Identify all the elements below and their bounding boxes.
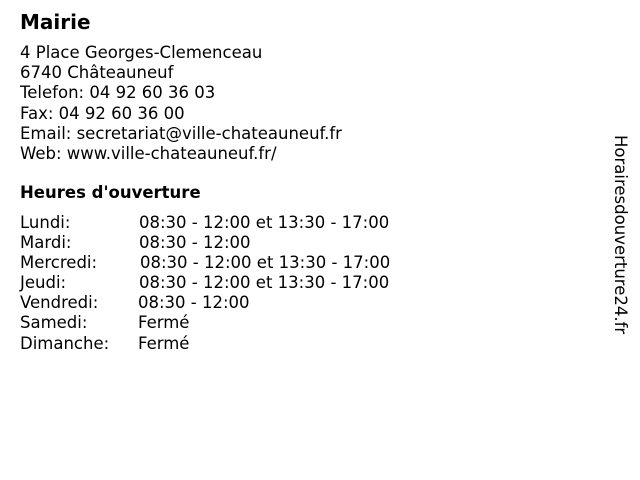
phone-line: Telefon: 04 92 60 36 03 [20, 83, 216, 103]
day-label: Mercredi: [20, 253, 98, 273]
site-watermark: Horairesdouverture24.fr [611, 135, 630, 335]
web-line: Web: www.ville-chateauneuf.fr/ [20, 144, 277, 164]
page-title: Mairie [20, 10, 91, 34]
time-value: 08:30 - 12:00 et 13:30 - 17:00 [139, 273, 390, 293]
email-line: Email: secretariat@ville-chateauneuf.fr [20, 123, 342, 143]
day-label: Dimanche: [20, 333, 110, 353]
time-value: 08:30 - 12:00 et 13:30 - 17:00 [140, 253, 391, 273]
fax-line: Fax: 04 92 60 36 00 [20, 103, 185, 123]
time-value: 08:30 - 12:00 [138, 293, 250, 313]
day-label: Lundi: [20, 213, 71, 232]
address-block [20, 43, 342, 164]
day-label: Jeudi: [20, 273, 67, 293]
time-value: Fermé [138, 313, 190, 333]
watermark-container [603, 135, 640, 345]
day-label: Mardi: [20, 233, 72, 253]
city-line: 6740 Châteauneuf [20, 63, 174, 83]
time-value: Fermé [138, 333, 190, 353]
day-label: Samedi: [20, 313, 88, 333]
day-label: Vendredi: [20, 293, 99, 313]
time-value: 08:30 - 12:00 [139, 233, 251, 253]
time-value: 08:30 - 12:00 et 13:30 - 17:00 [139, 213, 390, 232]
street-line: 4 Place Georges-Clemenceau [20, 43, 263, 62]
hours-heading: Heures d'ouverture [20, 183, 201, 202]
